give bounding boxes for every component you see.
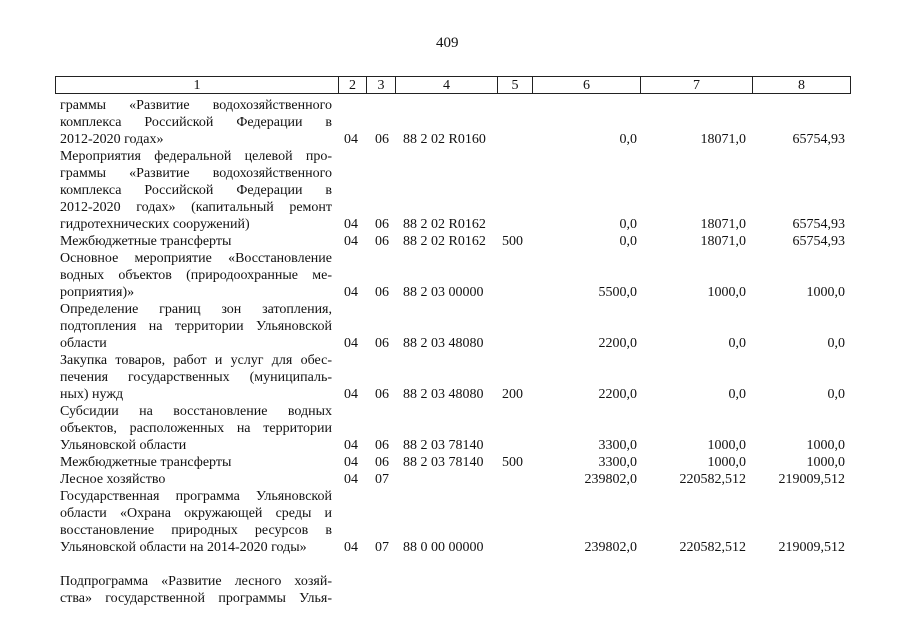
row-description [60,573,332,607]
col-target-article: 88 2 03 00000 [403,285,484,300]
col-sum-1: 0,0 [619,132,637,147]
page-number: 409 [436,35,459,51]
col-sum-2: 1000,0 [707,438,746,453]
row-description [60,352,332,403]
row-description [60,233,332,250]
description-line: объектов, расположенных на территории [60,421,332,436]
col-sum-3: 65754,93 [792,217,845,232]
col-sum-2: 18071,0 [700,217,746,232]
row-description [60,454,332,471]
description-line: комплекса Российской Федерации в [60,183,332,198]
col-sum-1: 2200,0 [598,336,637,351]
description-line: граммы «Развитие водохозяйственного [60,166,332,181]
description-line: Ульяновской области на 2014-2020 годы» [60,540,307,555]
col-sum-3: 0,0 [827,387,845,402]
col-sum-3: 1000,0 [806,455,845,470]
row-description [60,301,332,352]
row-description [60,97,332,148]
header-col-7: 7 [640,76,752,94]
description-line: ства» государственной программы Улья- [60,591,332,606]
col-target-article: 88 2 03 48080 [403,336,484,351]
header-col-1: 1 [55,76,338,94]
description-line: водных объектов (природоохранные ме- [60,268,332,283]
col-target-article: 88 2 03 48080 [403,387,484,402]
description-line: граммы «Развитие водохозяйственного [60,98,332,113]
col-sum-3: 0,0 [827,336,845,351]
col-sum-2: 0,0 [728,336,746,351]
col-sum-2: 1000,0 [707,455,746,470]
header-col-8: 8 [752,76,851,94]
col-sum-2: 18071,0 [700,132,746,147]
col-sum-1: 239802,0 [584,472,637,487]
row-description [60,488,332,556]
row-description [60,250,332,301]
col-target-article: 88 2 03 78140 [403,455,484,470]
col-section: 04 [344,336,358,351]
col-sum-1: 0,0 [619,234,637,249]
description-line: ных) нужд [60,387,124,402]
description-line: 2012-2020 годах» [60,132,164,147]
col-subsection: 06 [375,387,389,402]
description-line: Закупка товаров, работ и услуг для обес- [60,353,332,368]
description-line: роприятия)» [60,285,135,300]
description-line: Государственная программа Ульяновской [60,489,332,504]
col-subsection: 07 [375,540,389,555]
col-sum-1: 5500,0 [598,285,637,300]
col-sum-3: 219009,512 [778,472,845,487]
col-subsection: 06 [375,234,389,249]
description-line: Определение границ зон затопления, [60,302,332,317]
col-sum-3: 65754,93 [792,132,845,147]
col-section: 04 [344,285,358,300]
col-expense-type: 500 [502,455,523,470]
col-subsection: 06 [375,132,389,147]
description-line: Межбюджетные трансферты [60,234,232,249]
header-col-2: 2 [338,76,366,94]
header-col-4: 4 [395,76,497,94]
description-line: Подпрограмма «Развитие лесного хозяй- [60,574,332,589]
description-line: области [60,336,107,351]
col-sum-1: 3300,0 [598,438,637,453]
description-line: области «Охрана окружающей среды и [60,506,332,521]
col-target-article: 88 0 00 00000 [403,540,484,555]
col-section: 04 [344,540,358,555]
description-line: восстановление природных ресурсов в [60,523,332,538]
col-sum-2: 220582,512 [679,472,746,487]
description-line: Субсидии на восстановление водных [60,404,332,419]
header-col-6: 6 [532,76,640,94]
header-col-5: 5 [497,76,532,94]
description-line: Основное мероприятие «Восстановление [60,251,332,266]
col-subsection: 06 [375,455,389,470]
col-sum-2: 220582,512 [679,540,746,555]
col-expense-type: 200 [502,387,523,402]
row-description [60,148,332,233]
col-section: 04 [344,234,358,249]
description-line: Межбюджетные трансферты [60,455,232,470]
col-subsection: 06 [375,336,389,351]
description-line: Лесное хозяйство [60,472,166,487]
col-target-article: 88 2 03 78140 [403,438,484,453]
col-section: 04 [344,438,358,453]
col-subsection: 06 [375,217,389,232]
col-section: 04 [344,217,358,232]
header-col-3: 3 [366,76,395,94]
col-section: 04 [344,387,358,402]
description-line: 2012-2020 годах» (капитальный ремонт [60,200,332,215]
col-subsection: 06 [375,438,389,453]
description-line: подтопления на территории Ульяновской [60,319,332,334]
row-description [60,471,332,488]
row-description [60,403,332,454]
col-sum-1: 239802,0 [584,540,637,555]
col-sum-2: 1000,0 [707,285,746,300]
col-expense-type: 500 [502,234,523,249]
description-line: гидротехнических сооружений) [60,217,250,232]
col-sum-3: 65754,93 [792,234,845,249]
col-subsection: 06 [375,285,389,300]
col-sum-1: 3300,0 [598,455,637,470]
description-line: комплекса Российской Федерации в [60,115,332,130]
col-target-article: 88 2 02 R0160 [403,132,486,147]
col-target-article: 88 2 02 R0162 [403,234,486,249]
col-sum-1: 2200,0 [598,387,637,402]
col-sum-3: 1000,0 [806,438,845,453]
col-sum-2: 0,0 [728,387,746,402]
description-line: Ульяновской области [60,438,187,453]
col-subsection: 07 [375,472,389,487]
col-section: 04 [344,455,358,470]
col-section: 04 [344,132,358,147]
col-section: 04 [344,472,358,487]
col-sum-2: 18071,0 [700,234,746,249]
col-sum-3: 219009,512 [778,540,845,555]
description-line: Мероприятия федеральной целевой про- [60,149,332,164]
col-target-article: 88 2 02 R0162 [403,217,486,232]
col-sum-3: 1000,0 [806,285,845,300]
col-sum-1: 0,0 [619,217,637,232]
description-line: печения государственных (муниципаль- [60,370,332,385]
